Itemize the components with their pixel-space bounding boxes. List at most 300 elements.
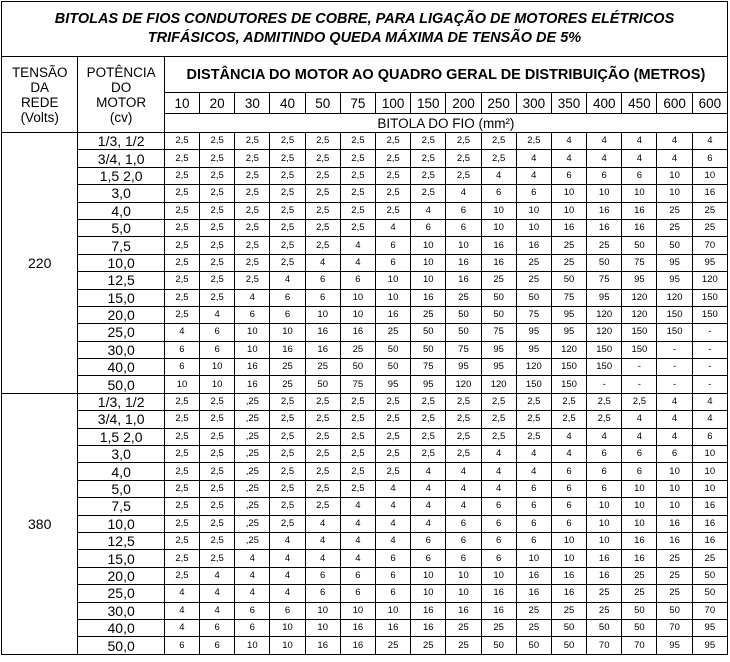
table-title [2, 2, 728, 57]
gauge-cell: 70 [692, 237, 727, 254]
table-row [2, 446, 728, 463]
power-cell: 1,5 2,0 [78, 428, 164, 445]
gauge-cell: 25 [446, 619, 481, 636]
gauge-cell: 2,5 [270, 219, 305, 236]
gauge-cell: 4 [481, 480, 516, 497]
power-cell: 5,0 [78, 480, 164, 497]
distance-cell: 150 [411, 93, 446, 114]
gauge-cell: 50 [622, 619, 657, 636]
gauge-cell: 2,5 [411, 185, 446, 202]
gauge-cell: 2,5 [481, 411, 516, 428]
gauge-cell: 2,5 [411, 446, 446, 463]
gauge-cell: 16 [411, 602, 446, 619]
gauge-cell: 6 [551, 480, 586, 497]
gauge-cell: 10 [305, 602, 340, 619]
table-row [2, 619, 728, 636]
gauge-cell: 6 [305, 289, 340, 306]
gauge-cell: 4 [551, 133, 586, 150]
gauge-cell: 16 [551, 567, 586, 584]
gauge-cell: 4 [657, 393, 692, 410]
gauge-cell: 10 [516, 219, 551, 236]
gauge-cell: 2,5 [375, 463, 410, 480]
gauge-cell: 6 [340, 272, 375, 289]
gauge-cell: 2,5 [305, 237, 340, 254]
table-row [2, 185, 728, 202]
gauge-cell: 2,5 [235, 150, 270, 167]
gauge-cell: 16 [516, 567, 551, 584]
gauge-cell: 6 [692, 428, 727, 445]
gauge-cell: 4 [692, 393, 727, 410]
gauge-cell: 2,5 [200, 150, 235, 167]
gauge-cell: 25 [446, 637, 481, 654]
gauge-cell: 6 [692, 150, 727, 167]
gauge-cell: 4 [411, 480, 446, 497]
gauge-cell: 10 [622, 480, 657, 497]
gauge-cell: 25 [692, 219, 727, 236]
gauge-cell: 4 [375, 219, 410, 236]
gauge-cell: 150 [657, 324, 692, 341]
gauge-cell: 16 [481, 585, 516, 602]
gauge-cell: 10 [657, 498, 692, 515]
gauge-cell: 10 [411, 567, 446, 584]
gauge-cell: 95 [622, 272, 657, 289]
gauge-cell: 4 [622, 150, 657, 167]
gauge-cell: 2,5 [164, 272, 199, 289]
table-row [2, 341, 728, 358]
gauge-cell: 50 [481, 289, 516, 306]
power-cell: 1/3, 1/2 [78, 133, 164, 150]
gauge-cell: 4 [481, 167, 516, 184]
gauge-cell: 10 [481, 219, 516, 236]
gauge-cell: 6 [200, 324, 235, 341]
gauge-cell: 2,5 [164, 219, 199, 236]
gauge-cell: 4 [340, 498, 375, 515]
gauge-cell: 150 [622, 324, 657, 341]
gauge-cell: 25 [551, 602, 586, 619]
gauge-cell: 2,5 [340, 167, 375, 184]
gauge-cell: 50 [481, 637, 516, 654]
gauge-cell: 2,5 [164, 463, 199, 480]
gauge-cell: 6 [551, 463, 586, 480]
gauge-cell: 50 [551, 272, 586, 289]
gauge-cell: 4 [305, 515, 340, 532]
power-cell: 3,0 [78, 185, 164, 202]
gauge-cell: 2,5 [305, 219, 340, 236]
gauge-cell: 6 [551, 498, 586, 515]
gauge-cell: 6 [235, 306, 270, 323]
gauge-cell: 16 [481, 254, 516, 271]
power-cell: 3/4, 1,0 [78, 411, 164, 428]
gauge-cell: 25 [270, 359, 305, 376]
gauge-cell: 4 [411, 463, 446, 480]
gauge-cell: 10 [446, 585, 481, 602]
gauge-cell: 6 [340, 567, 375, 584]
gauge-cell: 4 [587, 150, 622, 167]
gauge-cell: 2,5 [270, 133, 305, 150]
power-cell: 1/3, 1/2 [78, 393, 164, 410]
gauge-cell: 16 [587, 219, 622, 236]
gauge-cell: 2,5 [340, 463, 375, 480]
distance-cell: 40 [270, 93, 305, 114]
gauge-cell: 4 [481, 446, 516, 463]
gauge-cell: 4 [340, 550, 375, 567]
header-text: (Volts) [20, 109, 59, 125]
table-row [2, 602, 728, 619]
gauge-cell: 2,5 [516, 411, 551, 428]
gauge-cell: 2,5 [305, 167, 340, 184]
gauge-cell: 4 [235, 550, 270, 567]
gauge-cell: 10 [587, 532, 622, 549]
gauge-cell: 2,5 [200, 254, 235, 271]
gauge-cell: 2,5 [446, 428, 481, 445]
gauge-cell: 120 [587, 324, 622, 341]
gauge-cell: 50 [411, 324, 446, 341]
gauge-cell: - [657, 376, 692, 393]
voltage-cell: 380 [2, 393, 78, 654]
gauge-cell: 16 [305, 637, 340, 654]
gauge-cell: 4 [657, 428, 692, 445]
gauge-cell: 16 [622, 532, 657, 549]
gauge-cell: 2,5 [516, 133, 551, 150]
gauge-cell: 150 [692, 306, 727, 323]
gauge-cell: 10 [587, 185, 622, 202]
gauge-cell: - [692, 324, 727, 341]
gauge-cell: 95 [411, 376, 446, 393]
gauge-cell: 2,5 [164, 515, 199, 532]
gauge-cell: 16 [622, 550, 657, 567]
gauge-cell: 2,5 [235, 272, 270, 289]
gauge-cell: 75 [622, 254, 657, 271]
power-cell: 3,0 [78, 446, 164, 463]
gauge-cell: 2,5 [587, 393, 622, 410]
gauge-cell: 16 [516, 585, 551, 602]
gauge-cell: 16 [692, 532, 727, 549]
gauge-cell: ,25 [235, 463, 270, 480]
distance-cell: 300 [516, 93, 551, 114]
gauge-cell: - [692, 376, 727, 393]
gauge-cell: 10 [200, 359, 235, 376]
gauge-cell: 6 [375, 585, 410, 602]
gauge-cell: 6 [622, 463, 657, 480]
gauge-cell: 10 [657, 185, 692, 202]
gauge-cell: 4 [200, 602, 235, 619]
gauge-cell: 16 [692, 515, 727, 532]
table-row [2, 237, 728, 254]
gauge-cell: 16 [446, 254, 481, 271]
gauge-cell: 2,5 [375, 167, 410, 184]
gauge-cell: 4 [340, 237, 375, 254]
gauge-cell: 16 [587, 550, 622, 567]
gauge-cell: 6 [200, 341, 235, 358]
gauge-cell: 120 [692, 272, 727, 289]
gauge-cell: 70 [622, 637, 657, 654]
gauge-cell: 6 [587, 446, 622, 463]
gauge-cell: 10 [270, 637, 305, 654]
gauge-cell: 4 [164, 602, 199, 619]
gauge-cell: 10 [516, 202, 551, 219]
gauge-cell: 2,5 [622, 393, 657, 410]
gauge-cell: 25 [657, 550, 692, 567]
gauge-cell: 25 [375, 637, 410, 654]
gauge-cell: 10 [305, 619, 340, 636]
gauge-cell: 2,5 [375, 428, 410, 445]
gauge-cell: 2,5 [200, 289, 235, 306]
gauge-cell: 10 [411, 237, 446, 254]
gauge-cell: 25 [587, 585, 622, 602]
power-cell: 10,0 [78, 515, 164, 532]
gauge-cell: 150 [551, 359, 586, 376]
gauge-cell: 6 [305, 272, 340, 289]
gauge-cell: 10 [446, 237, 481, 254]
gauge-unit-header: BITOLA DO FIO (mm²) [164, 114, 727, 133]
gauge-cell: 4 [551, 446, 586, 463]
gauge-cell: 6 [305, 567, 340, 584]
gauge-cell: 4 [235, 289, 270, 306]
gauge-cell: 75 [340, 376, 375, 393]
gauge-cell: 16 [657, 532, 692, 549]
gauge-cell: 2,5 [446, 150, 481, 167]
gauge-cell: 75 [551, 289, 586, 306]
power-cell: 7,5 [78, 237, 164, 254]
gauge-cell: ,25 [235, 393, 270, 410]
gauge-cell: 2,5 [164, 150, 199, 167]
gauge-cell: 2,5 [446, 411, 481, 428]
gauge-cell: 2,5 [516, 428, 551, 445]
distance-cell: 50 [305, 93, 340, 114]
gauge-cell: 2,5 [305, 393, 340, 410]
header-text: MOTOR [96, 94, 147, 110]
gauge-cell: 25 [516, 272, 551, 289]
gauge-cell: 150 [587, 359, 622, 376]
gauge-cell: 50 [446, 324, 481, 341]
gauge-cell: 10 [375, 272, 410, 289]
gauge-cell: 10 [340, 306, 375, 323]
power-cell: 50,0 [78, 376, 164, 393]
gauge-cell: 95 [692, 254, 727, 271]
gauge-cell: 25 [481, 619, 516, 636]
gauge-cell: 6 [481, 515, 516, 532]
gauge-cell: 16 [305, 324, 340, 341]
gauge-cell: 2,5 [305, 202, 340, 219]
header-text: REDE [20, 94, 59, 110]
table-row [2, 150, 728, 167]
gauge-cell: 4 [411, 498, 446, 515]
gauge-cell: 16 [622, 219, 657, 236]
gauge-cell: 75 [516, 306, 551, 323]
gauge-cell: ,25 [235, 532, 270, 549]
gauge-cell: 4 [622, 428, 657, 445]
gauge-cell: 10 [375, 289, 410, 306]
gauge-cell: 10 [375, 602, 410, 619]
gauge-cell: 2,5 [340, 133, 375, 150]
table-row [2, 637, 728, 654]
gauge-cell: 25 [411, 306, 446, 323]
gauge-cell: 2,5 [164, 550, 199, 567]
gauge-cell: 6 [305, 585, 340, 602]
gauge-cell: 6 [481, 532, 516, 549]
gauge-cell: 120 [551, 341, 586, 358]
voltage-cell: 220 [2, 133, 78, 394]
gauge-cell: 6 [200, 619, 235, 636]
gauge-cell: 2,5 [375, 411, 410, 428]
gauge-cell: 25 [446, 289, 481, 306]
gauge-cell: 95 [481, 341, 516, 358]
gauge-cell: 6 [446, 202, 481, 219]
gauge-cell: 2,5 [411, 167, 446, 184]
gauge-cell: 2,5 [200, 185, 235, 202]
gauge-cell: 120 [446, 376, 481, 393]
gauge-cell: 6 [516, 480, 551, 497]
gauge-cell: 10 [411, 254, 446, 271]
gauge-cell: 16 [340, 324, 375, 341]
gauge-cell: 6 [587, 480, 622, 497]
distance-header: DISTÂNCIA DO MOTOR AO QUADRO GERAL DE DISTRIBUIÇÃO (METROS) [164, 57, 727, 93]
gauge-cell: 10 [481, 567, 516, 584]
gauge-cell: - [622, 359, 657, 376]
gauge-cell: 6 [446, 550, 481, 567]
gauge-cell: 2,5 [200, 237, 235, 254]
header-text: POTÊNCIA [86, 64, 156, 80]
gauge-cell: 2,5 [411, 411, 446, 428]
gauge-cell: 6 [375, 237, 410, 254]
distance-cell: 10 [164, 93, 199, 114]
gauge-cell: 6 [657, 446, 692, 463]
gauge-cell: 6 [516, 185, 551, 202]
power-cell: 20,0 [78, 567, 164, 584]
gauge-cell: 2,5 [270, 498, 305, 515]
gauge-cell: 4 [305, 254, 340, 271]
power-cell: 7,5 [78, 498, 164, 515]
gauge-cell: 50 [692, 585, 727, 602]
gauge-cell: 95 [587, 289, 622, 306]
gauge-cell: 16 [516, 237, 551, 254]
gauge-cell: 2,5 [200, 428, 235, 445]
table-row [2, 167, 728, 184]
gauge-cell: 2,5 [411, 393, 446, 410]
gauge-cell: - [622, 376, 657, 393]
gauge-cell: 25 [622, 585, 657, 602]
gauge-cell: 10 [622, 498, 657, 515]
gauge-cell: 2,5 [235, 167, 270, 184]
gauge-cell: 4 [411, 515, 446, 532]
gauge-cell: 2,5 [235, 237, 270, 254]
power-cell: 5,0 [78, 219, 164, 236]
gauge-cell: 120 [622, 306, 657, 323]
distance-cell: 30 [235, 93, 270, 114]
table-row [2, 289, 728, 306]
gauge-cell: 4 [481, 463, 516, 480]
gauge-cell: ,25 [235, 428, 270, 445]
gauge-cell: 6 [622, 167, 657, 184]
gauge-cell: 6 [164, 637, 199, 654]
gauge-cell: 4 [516, 463, 551, 480]
gauge-cell: 2,5 [446, 167, 481, 184]
gauge-cell: 2,5 [270, 202, 305, 219]
table-row [2, 515, 728, 532]
gauge-cell: 2,5 [375, 202, 410, 219]
gauge-cell: 25 [411, 637, 446, 654]
gauge-cell: 16 [375, 306, 410, 323]
table-row [2, 219, 728, 236]
gauge-cell: 50 [622, 602, 657, 619]
power-cell: 30,0 [78, 602, 164, 619]
table-row [2, 376, 728, 393]
distance-cell: 350 [551, 93, 586, 114]
gauge-cell: 16 [692, 498, 727, 515]
gauge-cell: 16 [481, 602, 516, 619]
gauge-cell: 2,5 [551, 393, 586, 410]
gauge-cell: 6 [340, 585, 375, 602]
gauge-cell: 75 [446, 341, 481, 358]
gauge-cell: 6 [235, 619, 270, 636]
gauge-cell: 25 [587, 602, 622, 619]
gauge-cell: 25 [657, 202, 692, 219]
gauge-cell: 4 [270, 550, 305, 567]
gauge-cell: 75 [411, 359, 446, 376]
gauge-cell: 16 [446, 272, 481, 289]
title-line-2: TRIFÁSICOS, ADMITINDO QUEDA MÁXIMA DE TENSÃO DE 5% [147, 30, 582, 46]
gauge-cell: 50 [481, 306, 516, 323]
gauge-cell: 2,5 [305, 411, 340, 428]
gauge-cell: 95 [657, 637, 692, 654]
gauge-cell: 4 [375, 480, 410, 497]
gauge-cell: ,25 [235, 446, 270, 463]
gauge-cell: 50 [411, 341, 446, 358]
gauge-cell: 10 [235, 637, 270, 654]
gauge-cell: 4 [657, 133, 692, 150]
gauge-cell: 6 [516, 515, 551, 532]
gauge-cell: 150 [622, 341, 657, 358]
gauge-cell: 2,5 [164, 411, 199, 428]
distance-cell: 75 [340, 93, 375, 114]
gauge-cell: 4 [587, 428, 622, 445]
gauge-cell: 2,5 [270, 515, 305, 532]
gauge-cell: 75 [587, 272, 622, 289]
gauge-cell: 50 [340, 359, 375, 376]
power-cell: 20,0 [78, 306, 164, 323]
gauge-cell: 16 [411, 289, 446, 306]
gauge-cell: 2,5 [270, 480, 305, 497]
gauge-cell: 2,5 [200, 219, 235, 236]
gauge-cell: 4 [516, 446, 551, 463]
gauge-cell: 2,5 [305, 150, 340, 167]
header-text: DA [30, 79, 50, 95]
gauge-cell: 2,5 [164, 167, 199, 184]
gauge-cell: 95 [446, 359, 481, 376]
gauge-cell: 2,5 [375, 150, 410, 167]
gauge-cell: 6 [164, 341, 199, 358]
gauge-cell: 16 [692, 185, 727, 202]
distance-cell: 100 [375, 93, 410, 114]
gauge-cell: 4 [446, 480, 481, 497]
gauge-cell: 10 [235, 324, 270, 341]
gauge-cell: 2,5 [481, 428, 516, 445]
gauge-cell: 50 [551, 619, 586, 636]
gauge-cell: 95 [551, 324, 586, 341]
table-row [2, 498, 728, 515]
gauge-cell: 4 [305, 532, 340, 549]
gauge-cell: 2,5 [375, 393, 410, 410]
gauge-cell: 4 [692, 133, 727, 150]
gauge-cell: 4 [200, 567, 235, 584]
gauge-cell: 4 [446, 185, 481, 202]
table-row [2, 272, 728, 289]
gauge-cell: 10 [235, 341, 270, 358]
gauge-cell: 2,5 [516, 393, 551, 410]
gauge-cell: 6 [270, 289, 305, 306]
gauge-cell: 4 [164, 619, 199, 636]
gauge-cell: 70 [657, 619, 692, 636]
